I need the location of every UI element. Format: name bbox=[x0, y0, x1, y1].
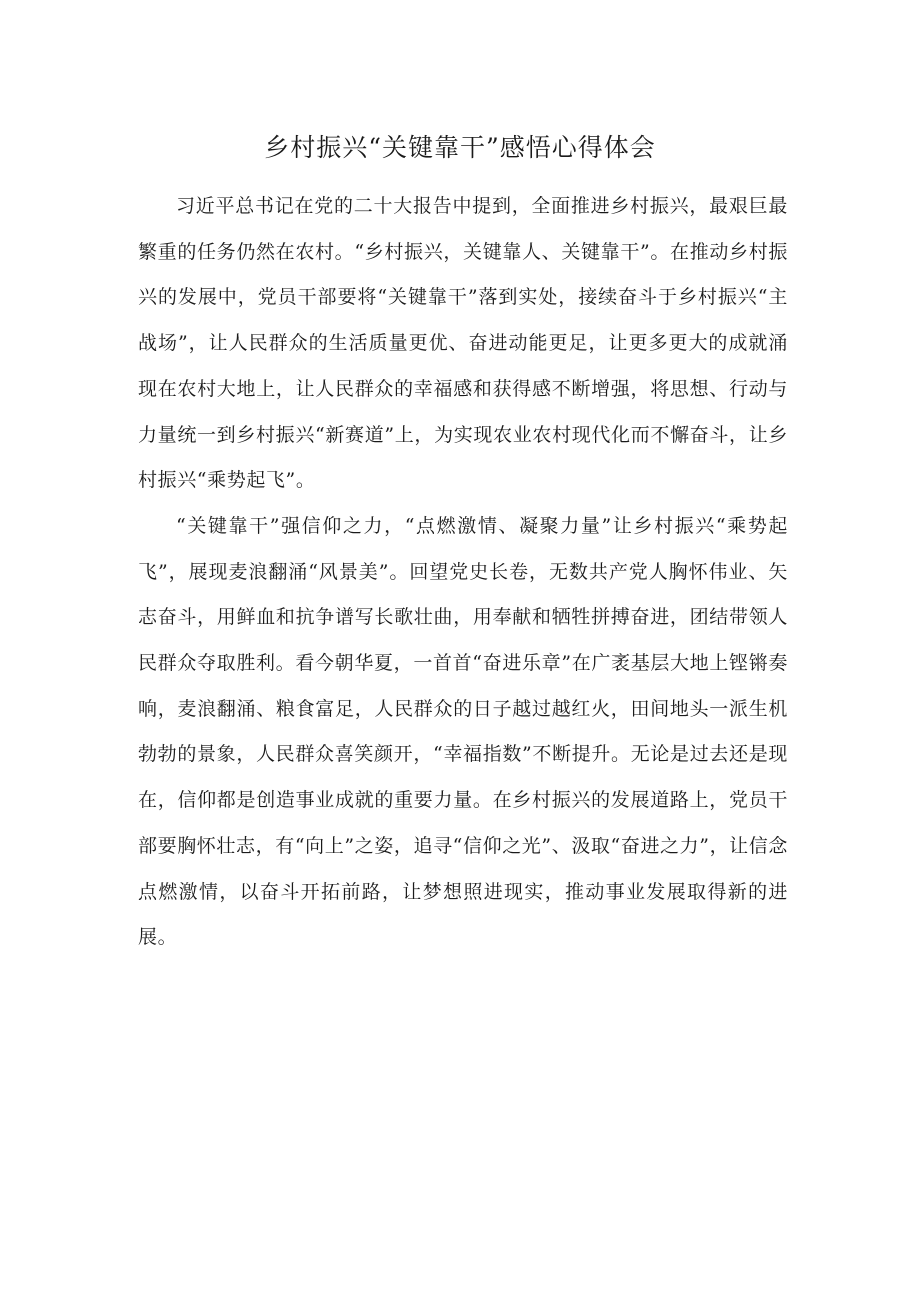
document-body bbox=[138, 184, 788, 961]
paragraph-1: 习近平总书记在党的二十大报告中提到，全面推进乡村振兴，最艰巨最繁重的任务仍然在农村。“乡村振兴，关键靠人、关键靠干”。在推动乡村振兴的发展中，党员干部要将“关键靠干”落到实处，接续奋斗于乡村振兴“主战场”，让人民群众的生活质量更优、奋进动能更足，让更多更大的成就涌现在农村大地上，让人民群众的幸福感和获得感不断增强，将思想、行动与力量统一到乡村振兴“新赛道”上，为实现农业农村现代化而不懈奋斗，让乡村振兴“乘势起飞”。 bbox=[138, 195, 788, 492]
paragraph-2: “关键靠干”强信仰之力，“点燃激情、凝聚力量”让乡村振兴“乘势起飞”，展现麦浪翻涌“风景美”。回望党史长卷，无数共产党人胸怀伟业、矢志奋斗，用鲜血和抗争谱写长歌壮曲，用奉献和牺牲拼搏奋进，团结带领人民群众夺取胜利。看今朝华夏，一首首“奋进乐章”在广袤基层大地上铿锵奏响，麦浪翻涌、粮食富足，人民群众的日子越过越红火，田间地头一派生机勃勃的景象，人民群众喜笑颜开，“幸福指数”不断提升。无论是过去还是现在，信仰都是创造事业成就的重要力量。在乡村振兴的发展道路上，党员干部要胸怀壮志，有“向上”之姿，追寻“信仰之光”、汲取“奋进之力”，让信念点燃激情，以奋斗开拓前路，让梦想照进现实，推动事业发展取得新的进展。 bbox=[138, 514, 788, 949]
document-title: 乡村振兴“关键靠干”感悟心得体会 bbox=[264, 133, 656, 162]
